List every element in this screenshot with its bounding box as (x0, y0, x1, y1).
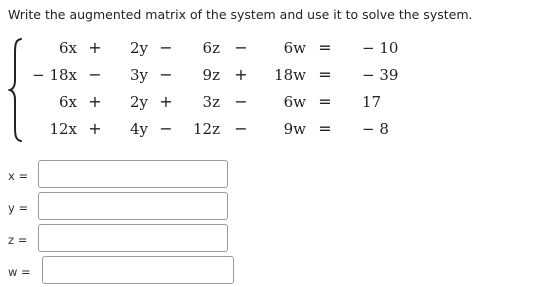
constant-term: − 39 (362, 66, 399, 84)
answer-row-z (0, 224, 535, 254)
term-x: 6x (58, 93, 77, 111)
answer-row-w (0, 256, 535, 286)
equation-system (8, 36, 428, 144)
operator: + (234, 65, 248, 84)
term-x: 6x (58, 39, 77, 57)
answer-row-x (0, 160, 535, 190)
operator: + (159, 92, 173, 111)
w-label: w = (8, 265, 31, 279)
term-w: 6w (283, 39, 306, 57)
constant-term: − 10 (362, 39, 399, 57)
operator: − (159, 119, 173, 138)
operator: − (234, 119, 248, 138)
w-input[interactable] (42, 256, 234, 284)
equals-sign: = (318, 92, 332, 111)
term-y: 2y (129, 39, 148, 57)
operator: − (159, 65, 173, 84)
term-w: 9w (283, 120, 306, 138)
term-y: 2y (129, 93, 148, 111)
equals-sign: = (318, 38, 332, 57)
operator: − (234, 38, 248, 57)
term-z: 6z (202, 39, 220, 57)
term-w: 6w (283, 93, 306, 111)
operator: + (88, 38, 102, 57)
z-label: z = (8, 233, 28, 247)
y-label: y = (8, 201, 29, 215)
operator: − (159, 38, 173, 57)
operator: − (88, 65, 102, 84)
y-input[interactable] (38, 192, 228, 220)
term-w: 18w (274, 66, 306, 84)
operator: + (88, 119, 102, 138)
operator: + (88, 92, 102, 111)
term-z: 3z (202, 93, 220, 111)
term-y: 3y (129, 66, 148, 84)
equals-sign: = (318, 65, 332, 84)
term-x: 12x (49, 120, 77, 138)
x-input[interactable] (38, 160, 228, 188)
answer-row-y (0, 192, 535, 222)
z-input[interactable] (38, 224, 228, 252)
term-y: 4y (129, 120, 148, 138)
operator: − (234, 92, 248, 111)
equals-sign: = (318, 119, 332, 138)
term-z: 9z (202, 66, 220, 84)
term-z: 12z (193, 120, 220, 138)
term-x: − 18x (32, 66, 77, 84)
instructions-text: Write the augmented matrix of the system and use it to solve the system. (8, 7, 473, 22)
constant-term: 17 (362, 93, 382, 111)
constant-term: − 8 (362, 120, 389, 138)
x-label: x = (8, 169, 29, 183)
